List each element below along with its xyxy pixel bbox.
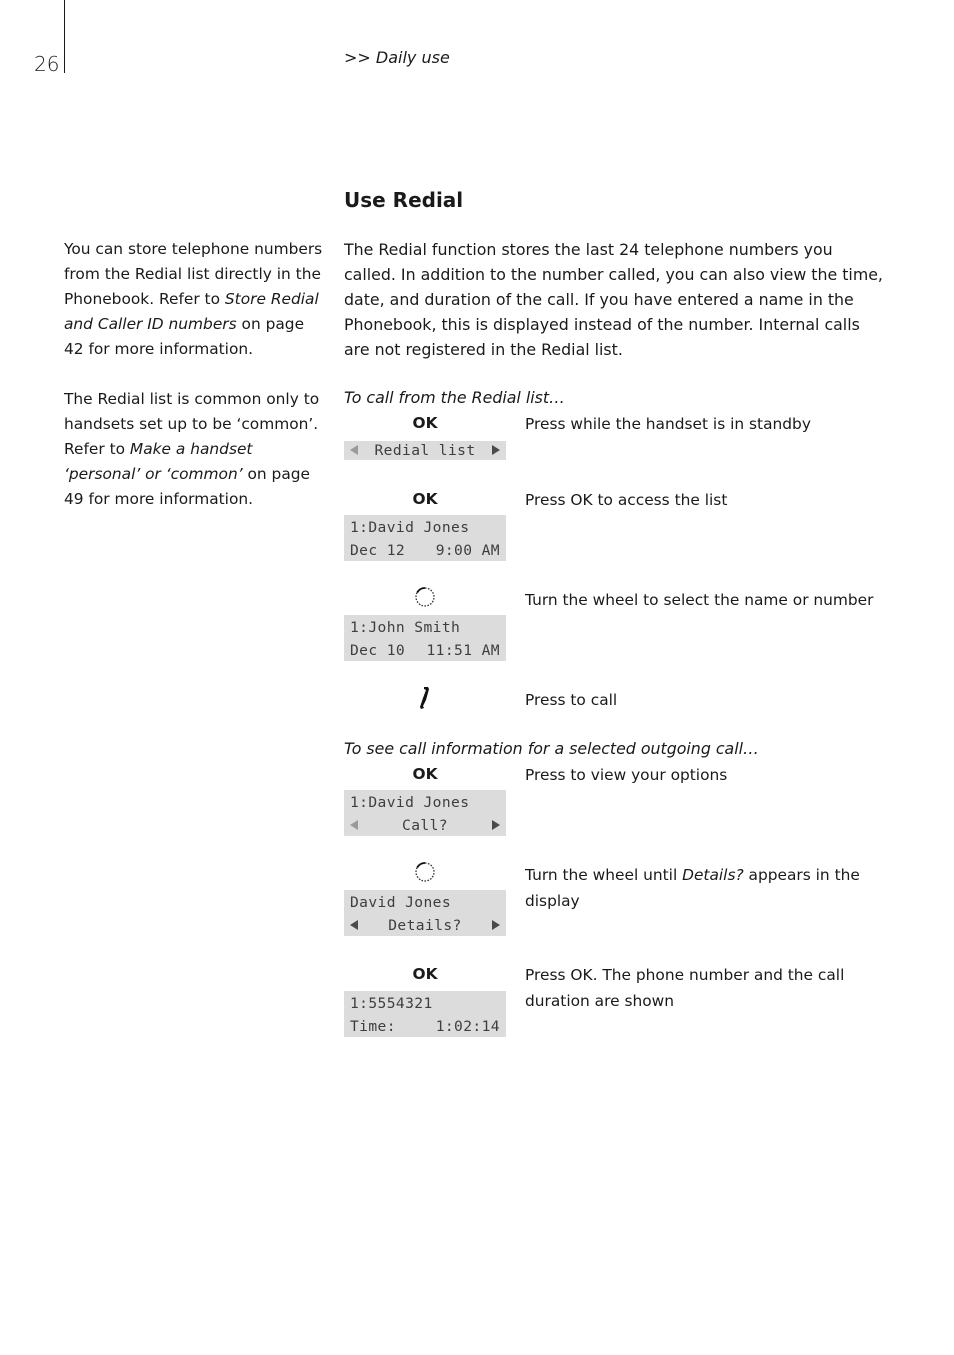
step-description: Press OK. The phone number and the call duration are shown [525,966,845,1010]
display-screen [344,615,506,661]
subheading-call-from-redial: To call from the Redial list… [344,388,565,407]
display-line [344,1016,506,1037]
intro-paragraph: The Redial function stores the last 24 telephone numbers you called. In addition to the number called, you can also view the time, date, and duration of the call. If you have entered a name in the Phonebook, this is displayed instead of the number. Internal calls are not registered in the Redial list. [344,240,883,359]
display-text: 11:51 AM [426,642,500,659]
display-text: Details? [388,917,462,934]
left-arrow-icon [350,920,358,930]
display-text: Call? [402,817,448,834]
handset-icon [416,685,434,711]
left-arrow-icon [350,445,358,455]
display-text: 1:02:14 [435,1018,500,1035]
display-line [344,540,506,561]
display-line [344,890,506,915]
display-screen [344,890,506,936]
display-line [344,441,506,460]
sidebar-reference: Make a handset ‘personal’ or ‘common’ [64,440,253,484]
display-text: 1:David Jones [350,794,470,811]
display-text: Dec 12 [350,542,406,559]
display-text: Redial list [374,442,476,459]
display-screen [344,441,506,460]
sidebar-text: on page 42 for more information. [64,315,305,359]
description-emphasis: Details? [682,866,744,884]
section-heading: >> Daily use [344,48,450,67]
left-arrow-icon [350,820,358,830]
display-text: Dec 10 [350,642,406,659]
right-arrow-icon [492,920,500,930]
display-text: 9:00 AM [435,542,500,559]
margin-rule [64,0,65,73]
description-text: Turn the wheel until [525,866,683,884]
step-description: Press OK to access the list [525,491,728,509]
display-line [344,515,506,540]
sidebar-text: on page 49 for more information. [64,465,310,509]
display-screen [344,790,506,836]
display-text: David Jones [350,894,452,911]
ok-key-label: OK [412,965,438,983]
display-text: 1:John Smith [350,619,461,636]
sidebar-note-phonebook [64,237,326,362]
ok-key-label: OK [412,765,438,783]
step-description: Press to view your options [525,766,728,784]
description-text: appears in the display [525,866,860,910]
display-screen [344,515,506,561]
subheading-call-information: To see call information for a selected outgoing call… [344,739,759,758]
page-title: Use Redial [344,188,464,212]
right-arrow-icon [492,445,500,455]
sidebar-text: The Redial list is common only to handsets set up to be ‘common’. Refer to [64,390,320,459]
step-description: Press while the handset is in standby [525,415,811,433]
ok-key-label: OK [412,414,438,432]
display-line [344,790,506,815]
display-text: 1:5554321 [350,995,433,1012]
display-line [344,640,506,661]
sidebar-note-common [64,387,326,512]
wheel-icon [414,861,436,883]
wheel-icon [414,586,436,608]
ok-key-label: OK [412,490,438,508]
step-description: Press to call [525,691,618,709]
display-line [344,915,506,936]
display-line [344,991,506,1016]
step-description [525,863,875,914]
display-line [344,815,506,836]
sidebar-text: You can store telephone numbers from the Redial list directly in the Phonebook. Refer to [64,240,323,309]
right-arrow-icon [492,820,500,830]
display-text: Time: [350,1018,396,1035]
display-screen [344,991,506,1037]
page-number: 26 [34,52,60,76]
step-description: Turn the wheel to select the name or number [525,591,874,609]
sidebar-reference: Store Redial and Caller ID numbers [64,290,319,334]
display-text: 1:David Jones [350,519,470,536]
display-line [344,615,506,640]
